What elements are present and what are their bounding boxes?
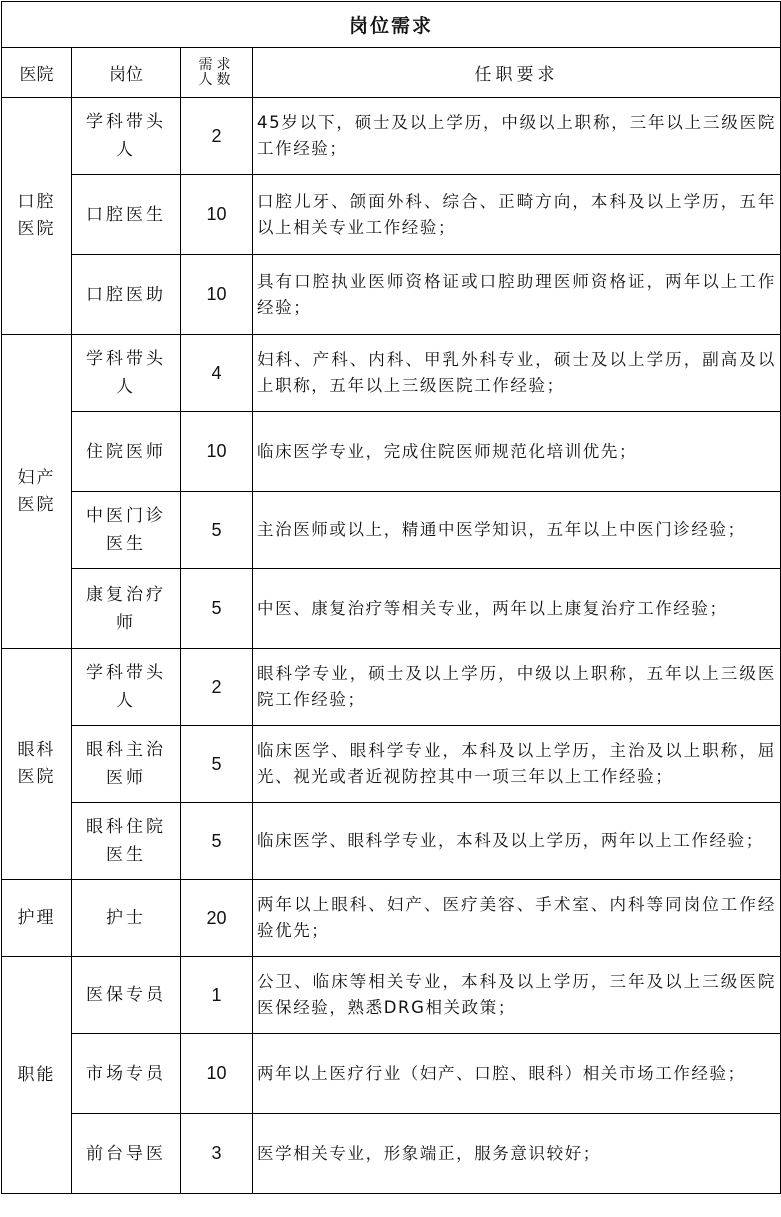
count-cell: 2 xyxy=(181,98,253,175)
header-requirements: 任职要求 xyxy=(253,48,781,98)
position-name: 学科带头人 xyxy=(86,112,166,160)
table-row xyxy=(2,255,781,335)
count-cell: 4 xyxy=(181,335,253,412)
position-cell xyxy=(72,98,181,175)
table-row xyxy=(2,803,781,880)
requirements-cell: 口腔儿牙、颌面外科、综合、正畸方向，本科及以上学历，五年以上相关专业工作经验； xyxy=(253,175,781,255)
department-name: 护理 xyxy=(17,907,56,928)
position-name: 前台导医 xyxy=(86,1143,166,1164)
count-cell: 5 xyxy=(181,803,253,880)
table-row xyxy=(2,649,781,726)
table-row xyxy=(2,98,781,175)
header-count xyxy=(181,48,253,98)
position-name: 眼科主治医师 xyxy=(86,740,166,788)
department-cell xyxy=(2,957,72,1194)
department-cell xyxy=(2,335,72,649)
position-name: 口腔医助 xyxy=(86,284,166,305)
position-cell xyxy=(72,255,181,335)
requirements-cell: 临床医学专业，完成住院医师规范化培训优先； xyxy=(253,412,781,492)
department-cell xyxy=(2,98,72,335)
position-cell xyxy=(72,880,181,957)
position-cell xyxy=(72,569,181,649)
position-cell xyxy=(72,1034,181,1114)
requirements-cell: 临床医学、眼科学专业，本科及以上学历，两年以上工作经验； xyxy=(253,803,781,880)
position-cell xyxy=(72,649,181,726)
position-cell xyxy=(72,726,181,803)
requirements-cell: 医学相关专业，形象端正，服务意识较好； xyxy=(253,1114,781,1194)
department-name: 口腔医院 xyxy=(17,192,56,239)
requirements-cell: 主治医师或以上，精通中医学知识，五年以上中医门诊经验； xyxy=(253,492,781,569)
count-cell: 10 xyxy=(181,412,253,492)
department-name: 妇产医院 xyxy=(17,467,56,515)
department-cell xyxy=(2,649,72,880)
department-name: 职能 xyxy=(17,1064,56,1085)
position-cell xyxy=(72,803,181,880)
header-department: 医院 xyxy=(2,48,72,98)
table-row xyxy=(2,175,781,255)
position-name: 住院医师 xyxy=(86,441,166,462)
position-cell xyxy=(72,957,181,1034)
table-row xyxy=(2,1114,781,1194)
header-count-label: 需求人数 xyxy=(198,56,235,88)
position-name: 市场专员 xyxy=(86,1063,166,1084)
position-cell xyxy=(72,492,181,569)
requirements-cell: 45岁以下，硕士及以上学历，中级以上职称，三年以上三级医院工作经验； xyxy=(253,98,781,175)
table-row xyxy=(2,1034,781,1114)
count-cell: 10 xyxy=(181,255,253,335)
requirements-cell: 具有口腔执业医师资格证或口腔助理医师资格证，两年以上工作经验； xyxy=(253,255,781,335)
requirements-cell: 临床医学、眼科学专业，本科及以上学历，主治及以上职称，屈光、视光或者近视防控其中一项三年以上工作经验； xyxy=(253,726,781,803)
header-position: 岗位 xyxy=(72,48,181,98)
count-cell: 2 xyxy=(181,649,253,726)
requirements-cell: 两年以上医疗行业（妇产、口腔、眼科）相关市场工作经验； xyxy=(253,1034,781,1114)
position-cell xyxy=(72,1114,181,1194)
department-name: 眼科医院 xyxy=(17,740,56,787)
requirements-cell: 妇科、产科、内科、甲乳外科专业，硕士及以上学历，副高及以上职称，五年以上三级医院工作经验； xyxy=(253,335,781,412)
position-name: 康复治疗师 xyxy=(86,584,166,633)
position-name: 护士 xyxy=(106,908,146,928)
position-cell xyxy=(72,412,181,492)
table-row xyxy=(2,726,781,803)
requirements-cell: 两年以上眼科、妇产、医疗美容、手术室、内科等同岗位工作经验优先； xyxy=(253,880,781,957)
count-cell: 10 xyxy=(181,175,253,255)
count-cell: 20 xyxy=(181,880,253,957)
position-cell xyxy=(72,175,181,255)
table-title: 岗位需求 xyxy=(2,2,781,48)
requirements-cell: 眼科学专业，硕士及以上学历，中级以上职称，五年以上三级医院工作经验； xyxy=(253,649,781,726)
position-name: 学科带头人 xyxy=(86,663,166,711)
table-row xyxy=(2,335,781,412)
position-name: 医保专员 xyxy=(86,985,166,1005)
count-cell: 3 xyxy=(181,1114,253,1194)
position-name: 口腔医生 xyxy=(86,204,166,225)
count-cell: 5 xyxy=(181,492,253,569)
position-cell xyxy=(72,335,181,412)
position-name: 眼科住院医生 xyxy=(86,817,166,865)
table-row xyxy=(2,569,781,649)
table-row xyxy=(2,492,781,569)
count-cell: 5 xyxy=(181,726,253,803)
requirements-cell: 中医、康复治疗等相关专业，两年以上康复治疗工作经验； xyxy=(253,569,781,649)
count-cell: 1 xyxy=(181,957,253,1034)
department-cell xyxy=(2,880,72,957)
position-name: 中医门诊医生 xyxy=(86,506,166,554)
job-requirements-table xyxy=(1,1,781,1194)
count-cell: 5 xyxy=(181,569,253,649)
position-name: 学科带头人 xyxy=(86,349,166,397)
requirements-cell: 公卫、临床等相关专业，本科及以上学历，三年及以上三级医院医保经验，熟悉DRG相关政策； xyxy=(253,957,781,1034)
table-row xyxy=(2,880,781,957)
count-cell: 10 xyxy=(181,1034,253,1114)
table-row xyxy=(2,957,781,1034)
table-row xyxy=(2,412,781,492)
